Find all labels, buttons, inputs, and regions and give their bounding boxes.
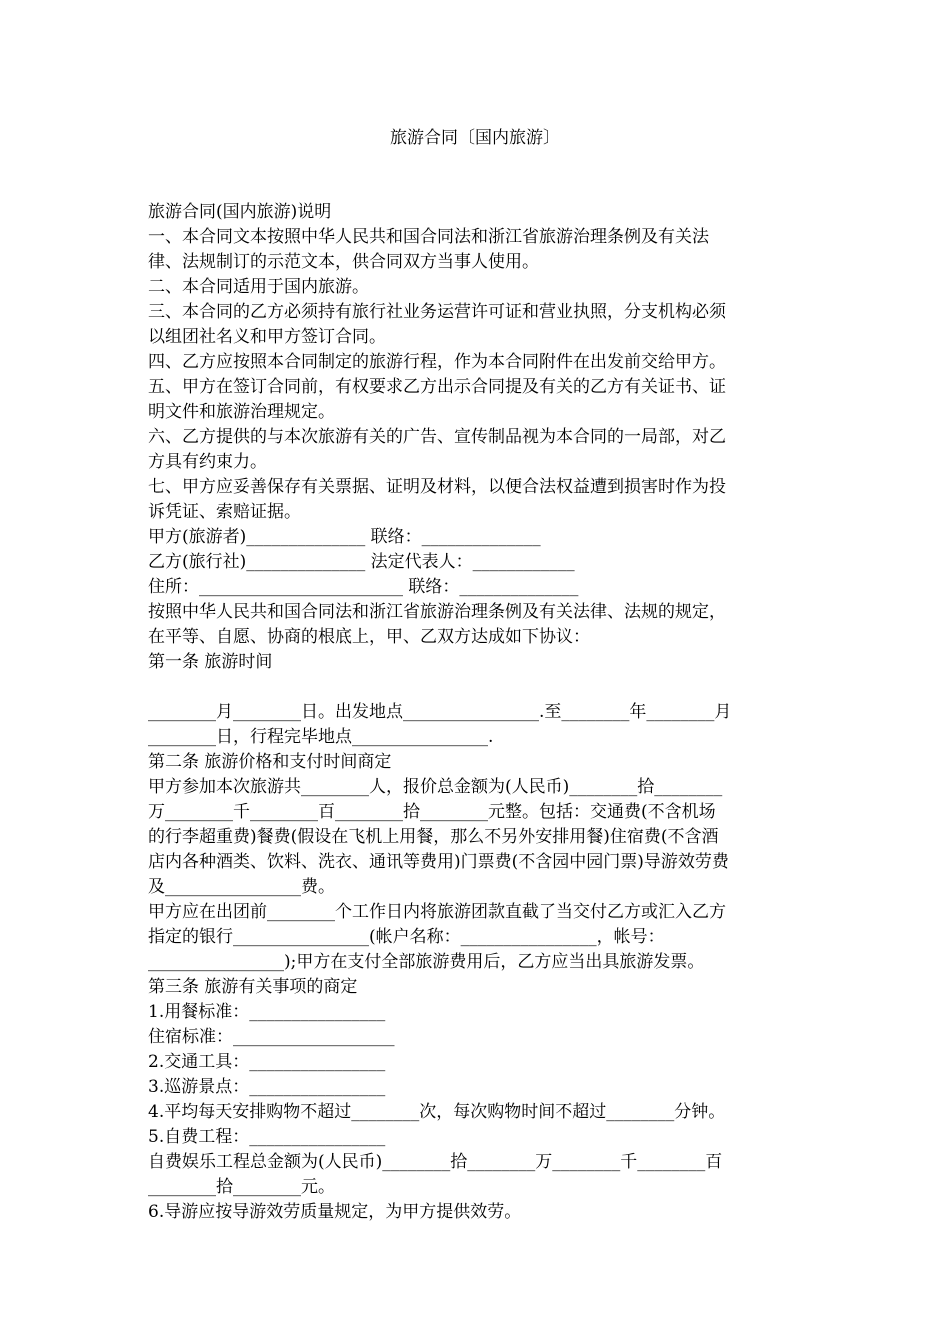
paragraph-line: ________月________日。出发地点________________.至________年________月 [148,702,732,722]
document-body [148,200,808,1225]
document-title: 旅游合同〔国内旅游〕 [390,128,560,148]
party-a-line: 甲方(旅游者)______________ 联络：______________ [148,527,541,547]
paragraph-line: 明文件和旅游治理规定。 [148,402,335,422]
paragraph-line: 旅游合同(国内旅游)说明 [148,202,332,222]
paragraph-line: 指定的银行________________(帐户名称：________________，帐号： [148,927,665,947]
article-heading: 第二条 旅游价格和支付时间商定 [148,752,392,772]
paragraph-line: 店内各种酒类、饮料、洗衣、通讯等费用)门票费(不含园中园门票)导游效劳费 [148,852,729,872]
paragraph-line: 以组团社名义和甲方签订合同。 [148,327,386,347]
paragraph-line: 六、乙方提供的与本次旅游有关的广告、宣传制品视为本合同的一局部，对乙 [148,427,726,447]
paragraph-line: 二、本合同适用于国内旅游。 [148,277,369,297]
blank-line [148,675,808,700]
paragraph-line: 甲方应在出团前________个工作日内将旅游团款直截了当交付乙方或汇入乙方 [148,902,726,922]
address-line: 住所：________________________ 联络：______________ [148,577,579,597]
list-item: 3.巡游景点：________________ [148,1077,386,1097]
list-item: 1.用餐标准：________________ [148,1002,386,1022]
list-item: 4.平均每天安排购物不超过________次，每次购物时间不超过________分钟。 [148,1102,726,1122]
paragraph-line: 万________千________百________拾________元整。包括：交通费(不含机场 [148,802,716,822]
paragraph-line: 的行李超重费)餐费(假设在飞机上用餐，那么不另外安排用餐)住宿费(不含酒 [148,827,719,847]
paragraph-line: 律、法规制订的示范文本，供合同双方当事人使用。 [148,252,539,272]
paragraph-line: 三、本合同的乙方必须持有旅行社业务运营许可证和营业执照，分支机构必须 [148,302,726,322]
paragraph-line: 按照中华人民共和国合同法和浙江省旅游治理条例及有关法律、法规的规定， [148,602,726,622]
paragraph-line: ________________);甲方在支付全部旅游费用后，乙方应当出具旅游发票。 [148,952,705,972]
paragraph-line: 一、本合同文本按照中华人民共和国合同法和浙江省旅游治理条例及有关法 [148,227,709,247]
party-b-line: 乙方(旅行社)______________ 法定代表人：____________ [148,552,575,572]
article-heading: 第三条 旅游有关事项的商定 [148,977,358,997]
paragraph-line: 七、甲方应妥善保存有关票据、证明及材料，以便合法权益遭到损害时作为投 [148,477,726,497]
list-item: 2.交通工具：________________ [148,1052,386,1072]
paragraph-line: ________拾________元。 [148,1177,335,1197]
paragraph-line: 在平等、自愿、协商的根底上，甲、乙双方达成如下协议： [148,627,590,647]
paragraph-line: 五、甲方在签订合同前，有权要求乙方出示合同提及有关的乙方有关证书、证 [148,377,726,397]
paragraph-line: 四、乙方应按照本合同制定的旅游行程，作为本合同附件在出发前交给甲方。 [148,352,726,372]
list-item: 住宿标准：___________________ [148,1027,395,1047]
list-item: 6.导游应按导游效劳质量规定，为甲方提供效劳。 [148,1202,522,1222]
paragraph-line: 及________________费。 [148,877,335,897]
paragraph-line: ________日，行程完毕地点________________. [148,727,494,747]
paragraph-line: 诉凭证、索赔证据。 [148,502,301,522]
paragraph-line: 甲方参加本次旅游共________人，报价总金额为(人民币)________拾________ [148,777,723,797]
list-item: 5.自费工程：________________ [148,1127,386,1147]
paragraph-line: 自费娱乐工程总金额为(人民币)________拾________万________千________百 [148,1152,723,1172]
article-heading: 第一条 旅游时间 [148,652,273,672]
paragraph-line: 方具有约束力。 [148,452,267,472]
